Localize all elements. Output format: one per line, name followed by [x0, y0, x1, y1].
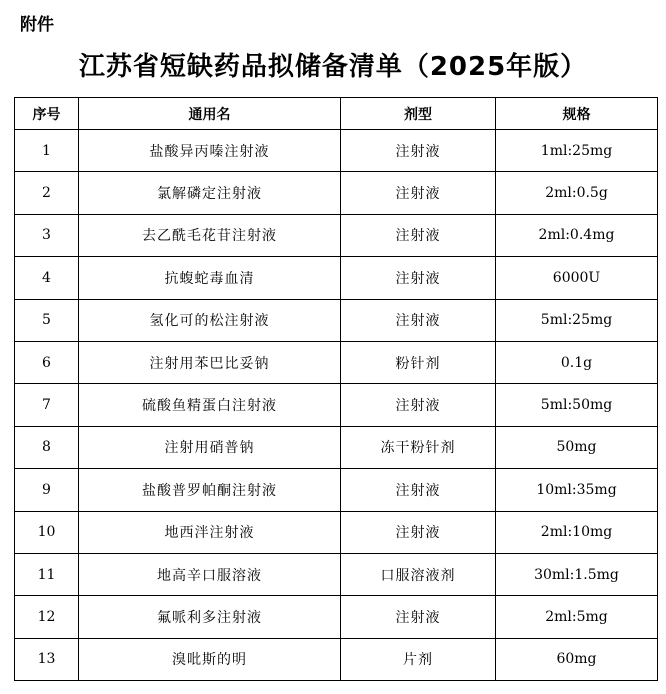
drug-name-cell: 地西泮注射液 — [79, 511, 341, 553]
table-row — [15, 172, 658, 214]
drug-name-cell: 氢化可的松注射液 — [79, 299, 341, 341]
table-row — [15, 511, 658, 553]
dosage-form-cell: 粉针剂 — [341, 341, 496, 383]
column-header-form: 剂型 — [341, 98, 496, 130]
specification-cell: 10ml:35mg — [496, 469, 658, 511]
column-header-name: 通用名 — [79, 98, 341, 130]
drug-name-cell: 地高辛口服溶液 — [79, 553, 341, 595]
specification-cell: 60mg — [496, 638, 658, 680]
table-row — [15, 384, 658, 426]
specification-cell: 2ml:0.5g — [496, 172, 658, 214]
drug-name-cell: 硫酸鱼精蛋白注射液 — [79, 384, 341, 426]
specification-cell: 50mg — [496, 426, 658, 468]
row-number-cell: 10 — [15, 511, 79, 553]
specification-cell: 2ml:5mg — [496, 596, 658, 638]
row-number-cell: 7 — [15, 384, 79, 426]
drug-list-table — [14, 97, 658, 681]
dosage-form-cell: 注射液 — [341, 511, 496, 553]
table-row — [15, 299, 658, 341]
row-number-cell: 2 — [15, 172, 79, 214]
row-number-cell: 13 — [15, 638, 79, 680]
drug-name-cell: 盐酸普罗帕酮注射液 — [79, 469, 341, 511]
dosage-form-cell: 注射液 — [341, 214, 496, 256]
row-number-cell: 8 — [15, 426, 79, 468]
dosage-form-cell: 注射液 — [341, 384, 496, 426]
dosage-form-cell: 冻干粉针剂 — [341, 426, 496, 468]
row-number-cell: 5 — [15, 299, 79, 341]
column-header-spec: 规格 — [496, 98, 658, 130]
dosage-form-cell: 片剂 — [341, 638, 496, 680]
table-row — [15, 257, 658, 299]
table-header-row — [15, 98, 658, 130]
dosage-form-cell: 注射液 — [341, 257, 496, 299]
drug-name-cell: 抗蝮蛇毒血清 — [79, 257, 341, 299]
specification-cell: 6000U — [496, 257, 658, 299]
specification-cell: 5ml:50mg — [496, 384, 658, 426]
table-row — [15, 596, 658, 638]
table-row — [15, 214, 658, 256]
document-title: 江苏省短缺药品拟储备清单（2025年版） — [78, 52, 588, 82]
dosage-form-cell: 注射液 — [341, 596, 496, 638]
table-body — [15, 130, 658, 681]
drug-name-cell: 氟哌利多注射液 — [79, 596, 341, 638]
dosage-form-cell: 注射液 — [341, 469, 496, 511]
row-number-cell: 11 — [15, 553, 79, 595]
specification-cell: 30ml:1.5mg — [496, 553, 658, 595]
drug-name-cell: 盐酸异丙嗪注射液 — [79, 130, 341, 172]
column-header-no: 序号 — [15, 98, 79, 130]
drug-name-cell: 氯解磷定注射液 — [79, 172, 341, 214]
table-row — [15, 341, 658, 383]
specification-cell: 2ml:0.4mg — [496, 214, 658, 256]
row-number-cell: 3 — [15, 214, 79, 256]
specification-cell: 5ml:25mg — [496, 299, 658, 341]
dosage-form-cell: 注射液 — [341, 130, 496, 172]
table-row — [15, 469, 658, 511]
table-row — [15, 553, 658, 595]
drug-name-cell: 溴吡斯的明 — [79, 638, 341, 680]
table-row — [15, 638, 658, 680]
row-number-cell: 12 — [15, 596, 79, 638]
row-number-cell: 6 — [15, 341, 79, 383]
specification-cell: 1ml:25mg — [496, 130, 658, 172]
attachment-label: 附件 — [20, 15, 54, 35]
dosage-form-cell: 注射液 — [341, 299, 496, 341]
row-number-cell: 1 — [15, 130, 79, 172]
drug-name-cell: 注射用硝普钠 — [79, 426, 341, 468]
drug-name-cell: 去乙酰毛花苷注射液 — [79, 214, 341, 256]
dosage-form-cell: 注射液 — [341, 172, 496, 214]
specification-cell: 2ml:10mg — [496, 511, 658, 553]
row-number-cell: 9 — [15, 469, 79, 511]
table-row — [15, 130, 658, 172]
dosage-form-cell: 口服溶液剂 — [341, 553, 496, 595]
row-number-cell: 4 — [15, 257, 79, 299]
specification-cell: 0.1g — [496, 341, 658, 383]
drug-name-cell: 注射用苯巴比妥钠 — [79, 341, 341, 383]
table-row — [15, 426, 658, 468]
